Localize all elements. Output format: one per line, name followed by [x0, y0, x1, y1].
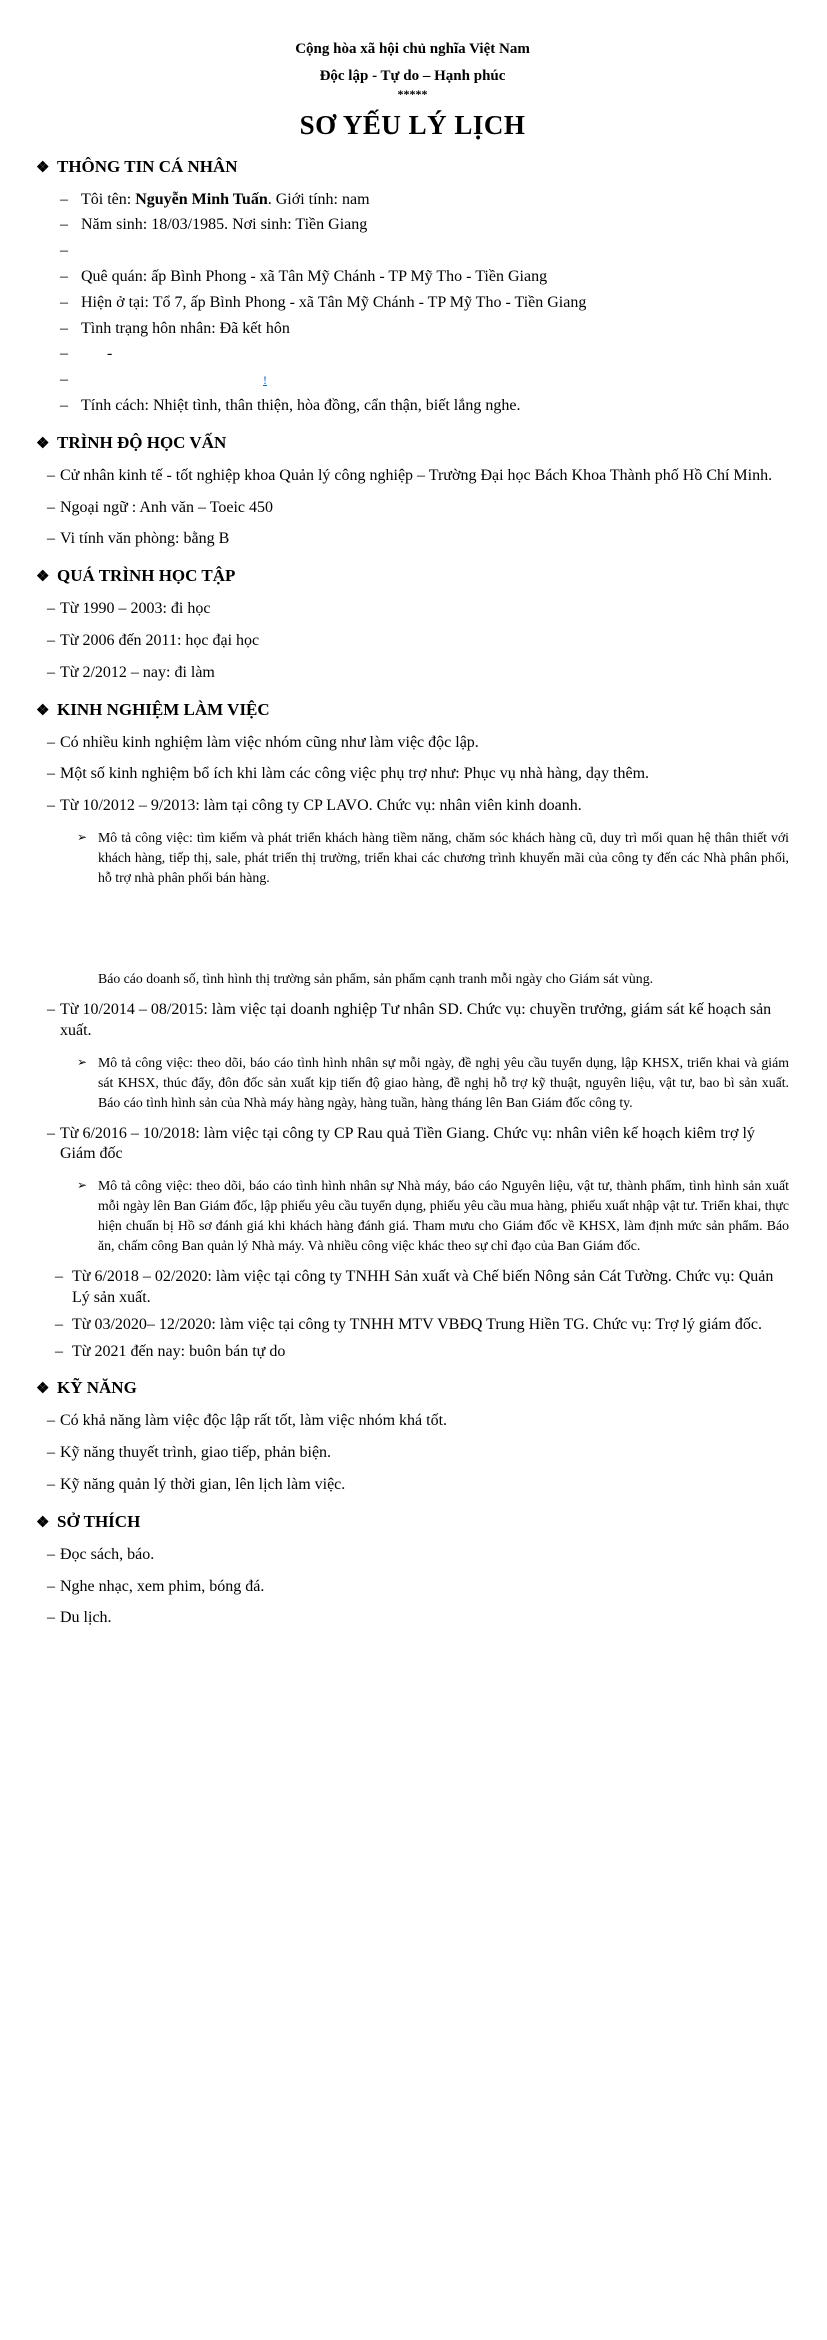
- item-text: Tình trạng hôn nhân: Đã kết hôn: [81, 319, 290, 337]
- sub-text: Mô tả công việc: theo dõi, báo cáo tình hình nhân sự Nhà máy, báo cáo Nguyên liệu, vật tư, thành phẩm, tình hình sản xuất mỗi ngày lên Ban Giám đốc, lập phiếu yêu cầu tuyển dụng, phiếu yêu cầu mua hàng, phiếu xuất nhập vật tư. Triển khai, thực hiện chuẩn bị Hồ sơ đánh giá khi khách hàng đánh giá. Tham mưu cho Giám đốc về KHSX, làm định mức sản phẩm. Báo ăn, chấm công Ban quản lý Nhà máy. Và nhiều công việc khác theo sự chỉ đạo của Ban Giám đốc.: [98, 1178, 789, 1254]
- section-title: KINH NGHIỆM LÀM VIỆC: [57, 699, 270, 719]
- list-item: [47, 1411, 789, 1432]
- item-text: [81, 190, 789, 211]
- section-skills: [36, 1378, 789, 1495]
- arrow-bullet-icon: ➢: [77, 829, 88, 844]
- dash-icon: –: [55, 1342, 63, 1360]
- dash-icon: –: [47, 1124, 55, 1142]
- dash-icon: –: [47, 733, 55, 751]
- dash-icon: –: [47, 1412, 55, 1430]
- item-experience-intro1: [47, 733, 789, 754]
- dash-icon: –: [47, 797, 55, 815]
- item-empty: [60, 241, 789, 262]
- item-text: Từ 1990 – 2003: đi học: [60, 600, 211, 618]
- fullname-prefix: Tôi tên:: [81, 190, 136, 208]
- hyperlink-remnant[interactable]: !: [263, 373, 267, 388]
- item-text: Cử nhân kinh tế - tốt nghiệp khoa Quản lý công nghiệp – Trường Đại học Bách Khoa Thành phố Hồ Chí Minh.: [60, 466, 773, 484]
- item-job4: [55, 1267, 789, 1309]
- item-text: Từ 6/2016 – 10/2018: làm việc tại công ty CP Rau quả Tiền Giang. Chức vụ: nhân viên kế hoạch kiêm trợ lý Giám đốc: [60, 1124, 755, 1163]
- list-item: [47, 631, 789, 652]
- item-text: Từ 2/2012 – nay: đi làm: [60, 663, 215, 681]
- item-address: [60, 293, 789, 314]
- national-motto-line2: Độc lập - Tự do – Hạnh phúc: [319, 68, 506, 84]
- sub-text: Mô tả công việc: tìm kiếm và phát triển khách hàng tiềm năng, chăm sóc khách hàng cũ, duy trì mối quan hệ thân thiết với khách hàng, tiếp thị, sale, phát triển thị trường, triển khai các chương trình khuyến mãi của công ty đến các Nhà phân phối, hỗ trợ nhà phân phối bán hàng.: [98, 829, 789, 885]
- section-study-history: [36, 566, 789, 683]
- item-job5: [55, 1315, 789, 1336]
- item-job3: [47, 1124, 789, 1166]
- item-text: [81, 241, 789, 262]
- diamond-bullet-icon: ❖: [36, 1514, 50, 1531]
- item-text: Vi tính văn phòng: bằng B: [60, 530, 230, 548]
- section-title: KỸ NĂNG: [57, 1378, 137, 1398]
- item-redacted-dash: [60, 344, 789, 365]
- item-hometown: [60, 267, 789, 288]
- dash-icon: –: [47, 1475, 55, 1493]
- dash-icon: –: [47, 1609, 55, 1627]
- fullname-suffix: . Giới tính: nam: [267, 190, 370, 208]
- dash-icon: –: [60, 293, 68, 311]
- section-heading-hobbies: [36, 1512, 789, 1532]
- dash-icon: –: [47, 663, 55, 681]
- dash-icon: –: [60, 267, 68, 285]
- section-work-experience: [36, 700, 789, 1363]
- item-redacted-link: [60, 370, 789, 391]
- section-title: THÔNG TIN CÁ NHÂN: [57, 156, 238, 176]
- dash-icon: –: [60, 345, 68, 363]
- item-text: Từ 6/2018 – 02/2020: làm việc tại công ty TNHH Sản xuất và Chế biến Nông sản Cát Tường. Chức vụ: Quản Lý sản xuất.: [72, 1268, 774, 1306]
- dash-icon: –: [55, 1268, 63, 1286]
- dash-icon: –: [47, 530, 55, 548]
- item-experience-intro2: [47, 764, 789, 785]
- diamond-bullet-icon: ❖: [36, 435, 50, 452]
- item-text: Có nhiều kinh nghiệm làm việc nhóm cũng như làm việc độc lập.: [60, 733, 479, 751]
- dash-icon: –: [47, 498, 55, 516]
- item-fullname: [60, 190, 789, 211]
- dash-icon: –: [47, 1577, 55, 1595]
- section-heading-study-history: [36, 566, 789, 586]
- dash-icon: –: [47, 1000, 55, 1018]
- dash-icon: –: [47, 765, 55, 783]
- section-heading-personal: [36, 157, 789, 177]
- item-text: Năm sinh: 18/03/1985. Nơi sinh: Tiền Giang: [81, 216, 368, 234]
- section-personal-info: [36, 157, 789, 417]
- small-dash: -: [107, 345, 113, 363]
- list-item: [47, 498, 789, 519]
- list-item: [47, 1608, 789, 1629]
- dash-icon: –: [55, 1315, 63, 1333]
- job1-description: [77, 828, 789, 888]
- item-text: Quê quán: ấp Bình Phong - xã Tân Mỹ Chánh - TP Mỹ Tho - Tiền Giang: [81, 267, 548, 285]
- list-item: [47, 1577, 789, 1598]
- dash-icon: –: [60, 216, 68, 234]
- item-text: Từ 2021 đến nay: buôn bán tự do: [72, 1342, 286, 1360]
- section-heading-skills: [36, 1378, 789, 1398]
- job2-description: [77, 1053, 789, 1113]
- item-job2: [47, 1000, 789, 1042]
- dash-icon: –: [47, 631, 55, 649]
- list-item: [47, 1475, 789, 1496]
- section-title: TRÌNH ĐỘ HỌC VẤN: [57, 432, 227, 452]
- page-title: SƠ YẾU LÝ LỊCH: [299, 109, 526, 140]
- sub-text: Mô tả công việc: theo dõi, báo cáo tình hình nhân sự mỗi ngày, đề nghị yêu cầu tuyển dụng, lập KHSX, triển khai và giám sát KHSX, thúc đẩy, đôn đốc sản xuất kịp tiến độ giao hàng, đề nghị hỗ trợ kỹ thuật, nguyên liệu, vật tư, bao bì sản xuất. Báo cáo tình hình sản của Nhà máy hàng ngày, hàng tuần, hàng tháng lên Ban Giám đốc công ty.: [98, 1054, 789, 1110]
- list-item: [47, 1443, 789, 1464]
- section-title: SỞ THÍCH: [57, 1511, 141, 1531]
- diamond-bullet-icon: ❖: [36, 1381, 50, 1398]
- diamond-bullet-icon: ❖: [36, 159, 50, 176]
- item-text: [81, 344, 789, 365]
- list-item: [47, 529, 789, 550]
- dash-icon: –: [60, 319, 68, 337]
- item-text: Một số kinh nghiệm bổ ích khi làm các công việc phụ trợ như: Phục vụ nhà hàng, dạy thêm.: [60, 765, 650, 783]
- item-job1: [47, 796, 789, 817]
- dash-icon: –: [47, 466, 55, 484]
- blank-gap: [36, 899, 789, 969]
- list-item: [47, 599, 789, 620]
- item-text: Từ 10/2014 – 08/2015: làm việc tại doanh nghiệp Tư nhân SD. Chức vụ: chuyền trưởng, giám sát kế hoạch sản xuất.: [60, 1000, 772, 1039]
- list-item: [47, 663, 789, 684]
- item-text: Tính cách: Nhiệt tình, thân thiện, hòa đồng, cẩn thận, biết lắng nghe.: [81, 396, 521, 414]
- dash-icon: –: [60, 396, 68, 414]
- section-heading-education: [36, 433, 789, 453]
- arrow-bullet-icon: ➢: [77, 1054, 88, 1069]
- dash-icon: –: [47, 1545, 55, 1563]
- job3-description: [77, 1176, 789, 1256]
- list-item: [47, 466, 789, 487]
- job1-report-paragraph: Báo cáo doanh số, tình hình thị trường sản phẩm, sản phẩm cạnh tranh mỗi ngày cho Giám sát vùng.: [98, 970, 654, 986]
- stars-separator: *****: [397, 87, 428, 101]
- item-text: Từ 2006 đến 2011: học đại học: [60, 631, 260, 649]
- item-text: Nghe nhạc, xem phim, bóng đá.: [60, 1577, 265, 1595]
- diamond-bullet-icon: ❖: [36, 702, 50, 719]
- item-text: Đọc sách, báo.: [60, 1545, 155, 1563]
- diamond-bullet-icon: ❖: [36, 569, 50, 586]
- dash-icon: –: [60, 371, 68, 389]
- item-text: Ngoại ngữ : Anh văn – Toeic 450: [60, 498, 274, 516]
- item-text: Du lịch.: [60, 1609, 112, 1627]
- list-item: [47, 1545, 789, 1566]
- item-text: Hiện ở tại: Tổ 7, ấp Bình Phong - xã Tân Mỹ Chánh - TP Mỹ Tho - Tiền Giang: [81, 293, 587, 311]
- section-education: [36, 433, 789, 550]
- item-text: Kỹ năng thuyết trình, giao tiếp, phản biện.: [60, 1444, 332, 1462]
- dash-icon: –: [47, 1444, 55, 1462]
- item-marital-status: [60, 319, 789, 340]
- section-heading-experience: [36, 700, 789, 720]
- item-text: Kỹ năng quản lý thời gian, lên lịch làm việc.: [60, 1475, 346, 1493]
- item-text: Có khả năng làm việc độc lập rất tốt, làm việc nhóm khá tốt.: [60, 1412, 448, 1430]
- section-hobbies: [36, 1512, 789, 1629]
- item-text: Từ 10/2012 – 9/2013: làm tại công ty CP LAVO. Chức vụ: nhân viên kinh doanh.: [60, 797, 582, 815]
- national-motto-line1: Cộng hòa xã hội chủ nghĩa Việt Nam: [295, 41, 530, 57]
- dash-icon: –: [60, 190, 68, 208]
- dash-icon: –: [60, 242, 68, 260]
- section-title: QUÁ TRÌNH HỌC TẬP: [57, 566, 236, 586]
- item-personality: [60, 396, 789, 417]
- arrow-bullet-icon: ➢: [77, 1178, 88, 1193]
- item-job6: [55, 1342, 789, 1363]
- person-name: Nguyễn Minh Tuấn: [135, 190, 268, 208]
- item-birth: [60, 215, 789, 236]
- document-header: [36, 36, 789, 141]
- item-text: [81, 370, 789, 391]
- dash-icon: –: [47, 600, 55, 618]
- item-text: Từ 03/2020– 12/2020: làm việc tại công ty TNHH MTV VBĐQ Trung Hiền TG. Chức vụ: Trợ lý giám đốc.: [72, 1315, 762, 1333]
